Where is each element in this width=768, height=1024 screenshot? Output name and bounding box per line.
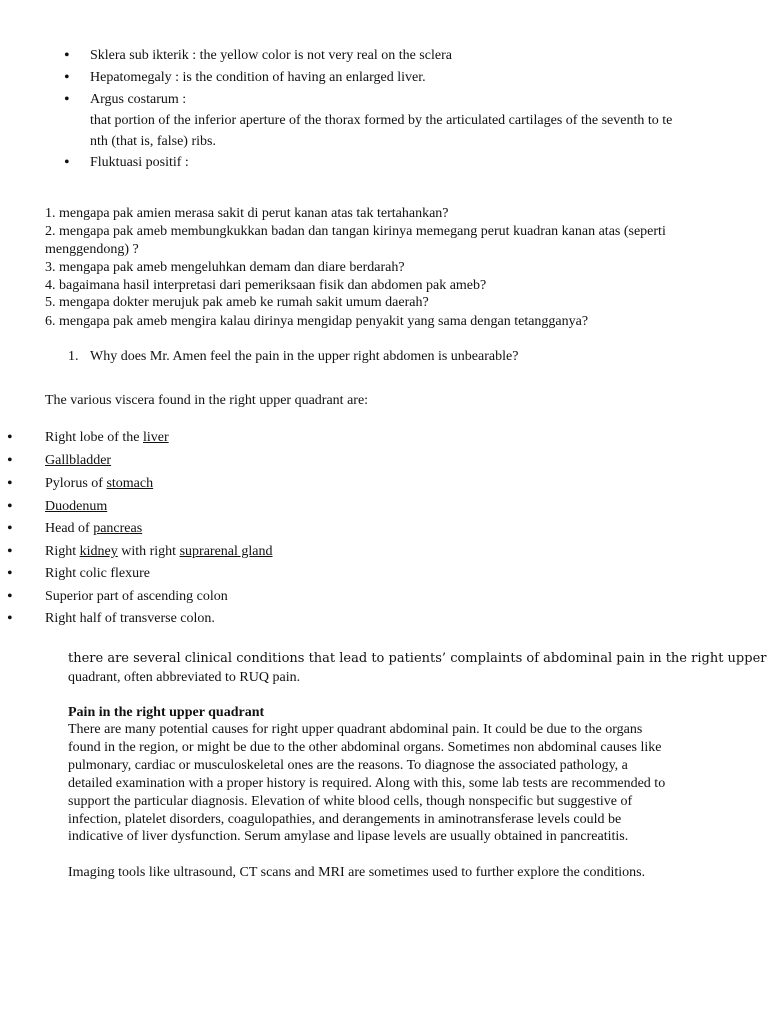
- kidney-link[interactable]: kidney: [79, 544, 118, 559]
- viscera-item-stomach: [45, 473, 153, 494]
- pancreas-link[interactable]: pancreas: [93, 521, 143, 536]
- question-4: 4. bagaimana hasil interpretasi dari pemeriksaan fisik dan abdomen pak ameb?: [45, 278, 487, 293]
- argus-definition-line-1: that portion of the inferior aperture of the thorax formed by the articulated cartilages of the seventh to te: [90, 113, 673, 128]
- suprarenal-gland-link[interactable]: suprarenal gland: [179, 544, 273, 559]
- pain-paragraph-line: indicative of liver dysfunction. Serum amylase and lipase levels are usually obtained in pancreatitis.: [68, 829, 629, 845]
- pain-paragraph-line: There are many potential causes for right upper quadrant abdominal pain. It could be due to the organs: [68, 722, 643, 737]
- bullet-marker: •: [7, 610, 13, 627]
- viscera-intro: The various viscera found in the right upper quadrant are:: [45, 393, 369, 408]
- pain-paragraph-line: infection, platelet disorders, coagulopathies, and derangements in aminotransferase levels could be: [68, 811, 622, 827]
- gallbladder-link[interactable]: Gallbladder: [45, 453, 112, 468]
- question-1: 1. mengapa pak amien merasa sakit di perut kanan atas tak tertahankan?: [45, 206, 449, 221]
- pain-paragraph: [68, 721, 665, 846]
- question-2-continued: menggendong) ?: [45, 242, 139, 257]
- clinical-intro-line-1: there are several clinical conditions that lead to patients’ complaints of abdominal pain in the right upper: [68, 651, 767, 666]
- pain-paragraph-line: detailed examination with a proper history is required. Along with this, some lab tests are recommended to: [68, 775, 666, 791]
- viscera-item-kidney-text: Right: [45, 544, 80, 559]
- bullet-hepatomegaly: Hepatomegaly : is the condition of having an enlarged liver.: [90, 70, 426, 85]
- clinical-intro-line-2: quadrant, often abbreviated to RUQ pain.: [68, 670, 301, 685]
- viscera-item-colic-flexure: Right colic flexure: [45, 566, 150, 581]
- argus-definition-line-2: nth (that is, false) ribs.: [90, 134, 216, 149]
- bullet-marker: •: [64, 154, 70, 171]
- bullet-marker: •: [7, 543, 13, 560]
- bullet-marker: •: [7, 498, 13, 515]
- bullet-marker: •: [7, 588, 13, 605]
- viscera-item-pancreas-text: Head of: [45, 521, 94, 536]
- imaging-paragraph: Imaging tools like ultrasound, CT scans and MRI are sometimes used to further explore the conditions.: [68, 865, 646, 880]
- viscera-item-liver-text: Right lobe of the: [45, 430, 143, 445]
- pain-paragraph-line: support the particular diagnosis. Elevation of white blood cells, though nonspecific but suggestive of: [68, 793, 633, 809]
- viscera-item-duodenum: [45, 496, 107, 517]
- stomach-link[interactable]: stomach: [106, 476, 154, 491]
- question-2: 2. mengapa pak ameb membungkukkan badan dan tangan kirinya memegang perut kuadran kanan atas (seperti: [45, 224, 666, 239]
- question-3: 3. mengapa pak ameb mengeluhkan demam dan diare berdarah?: [45, 260, 405, 275]
- viscera-item-pancreas: [45, 518, 142, 539]
- pain-section-heading: Pain in the right upper quadrant: [68, 705, 265, 720]
- bullet-marker: •: [7, 452, 13, 469]
- pain-paragraph-line: found in the region, or might be due to the other abdominal organs. Sometimes non abdominal causes like: [68, 739, 662, 755]
- liver-link[interactable]: liver: [143, 430, 169, 445]
- bullet-marker: •: [7, 475, 13, 492]
- viscera-item-kidney: [45, 541, 273, 562]
- bullet-fluktuasi: Fluktuasi positif :: [90, 155, 189, 170]
- bullet-marker: •: [7, 429, 13, 446]
- bullet-sklera: Sklera sub ikterik : the yellow color is not very real on the sclera: [90, 48, 452, 63]
- pain-paragraph-line: pulmonary, cardiac or musculoskeletal ones are the reasons. To diagnose the associated pathology, a: [68, 757, 628, 773]
- viscera-item-kidney-mid: with right: [117, 544, 180, 559]
- bullet-marker: •: [64, 91, 70, 108]
- bullet-marker: •: [64, 69, 70, 86]
- viscera-item-transverse-colon: Right half of transverse colon.: [45, 611, 215, 626]
- numbered-question-text: Why does Mr. Amen feel the pain in the upper right abdomen is unbearable?: [90, 349, 519, 364]
- bullet-marker: •: [7, 565, 13, 582]
- viscera-item-ascending-colon: Superior part of ascending colon: [45, 589, 228, 604]
- question-6: 6. mengapa pak ameb mengira kalau dirinya mengidap penyakit yang sama dengan tetangganya?: [45, 314, 589, 329]
- viscera-item-gallbladder: [45, 450, 111, 471]
- viscera-item-stomach-text: Pylorus of: [45, 476, 107, 491]
- duodenum-link[interactable]: Duodenum: [45, 499, 108, 514]
- bullet-argus-costarum: Argus costarum :: [90, 92, 187, 107]
- bullet-marker: •: [64, 47, 70, 64]
- bullet-marker: •: [7, 520, 13, 537]
- viscera-item-liver: [45, 427, 169, 448]
- question-5: 5. mengapa dokter merujuk pak ameb ke rumah sakit umum daerah?: [45, 295, 429, 310]
- numbered-question-number: 1.: [68, 349, 79, 364]
